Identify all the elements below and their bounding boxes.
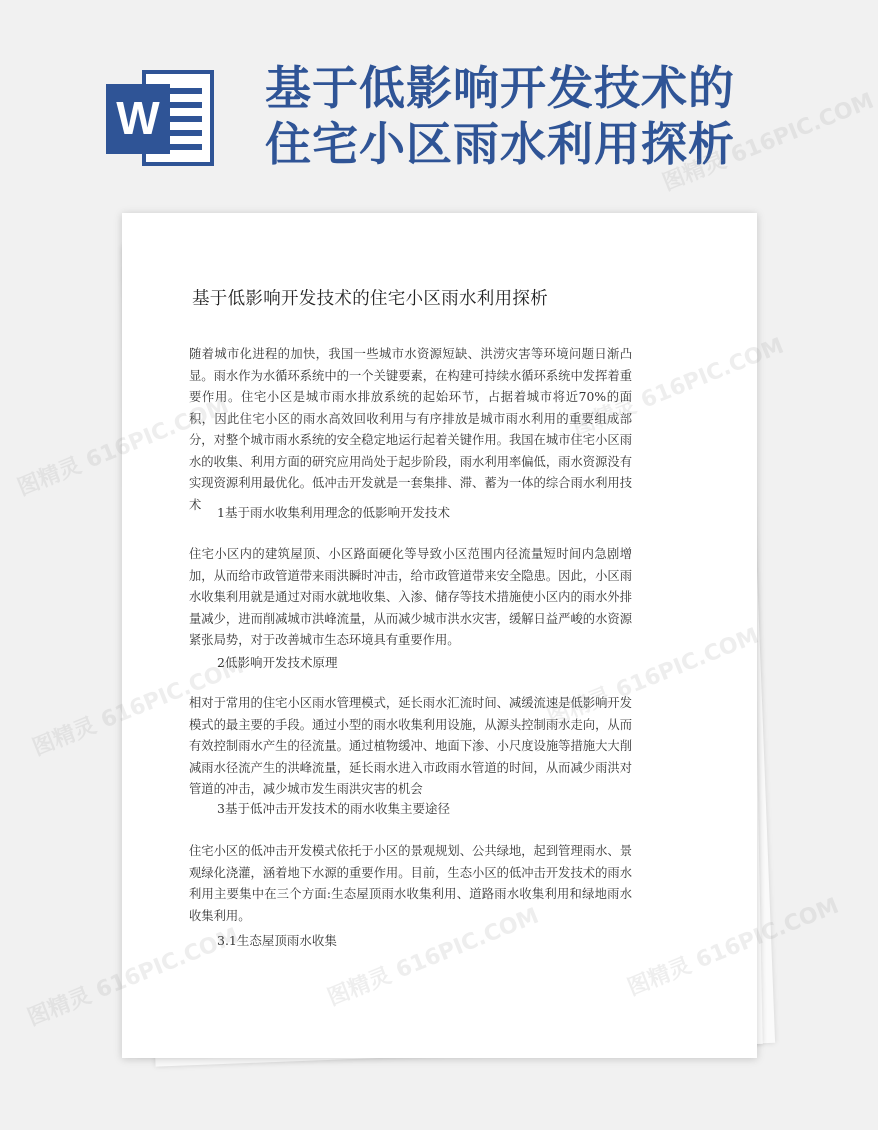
watermark: 图精灵 (24, 983, 95, 1032)
word-document-icon (104, 68, 216, 168)
watermark: 图精灵 (14, 453, 85, 502)
banner-title (265, 60, 745, 172)
section-heading-3: 3基于低冲击开发技术的雨水收集主要途径 (217, 801, 450, 816)
paragraph-section-2: 相对于常用的住宅小区雨水管理模式，延长雨水汇流时间、减缓流速是低影响开发模式的最主要的手段。通过小型的雨水收集利用设施，从源头控制雨水走向，从而有效控制雨水产生的径流量。通过植物缓冲、地面下渗、小尺度设施等措施大大削减雨水径流产生的洪峰流量，延长雨水进入市政雨水管道的时间，从而减少雨洪对管道的冲击，减少城市发生雨洪灾害的机会 (189, 696, 632, 796)
header-banner (0, 0, 800, 200)
watermark: 图精灵 (29, 713, 100, 762)
paragraph-section-3: 住宅小区的低冲击开发模式依托于小区的景观规划、公共绿地，起到管理雨水、景观绿化浇灌，涵着地下水源的重要作用。目前，生态小区的低冲击开发技术的雨水利用主要集中在三个方面:生态屋顶雨水收集利用、道路雨水收集利用和绿地雨水收集利用。 (189, 844, 632, 923)
section-heading-1: 1基于雨水收集利用理念的低影响开发技术 (217, 505, 450, 520)
paragraph-intro: 随着城市化进程的加快，我国一些城市水资源短缺、洪涝灾害等环境问题日渐凸显。雨水作为水循环系统中的一个关键要素，在构建可持续水循环系统中发挥着重要作用。住宅小区是城市雨水排放系统的起始环节，占据着城市将近70%的面积，因此住宅小区的雨水高效回收利用与有序排放是城市雨水利用的重要组成部分，对整个城市雨水系统的安全稳定地运行起着关键作用。我国在城市住宅小区雨水的收集、利用方面的研究应用尚处于起步阶段，雨水利用率偏低，雨水资源没有实现资源利用最优化。低冲击开发就是一套集排、滞、蓄为一体的综合雨水利用技术 (189, 347, 632, 512)
paragraph-section-1: 住宅小区内的建筑屋顶、小区路面硬化等导致小区范围内径流量短时间内急剧增加，从而给市政管道带来雨洪瞬时冲击，给市政管道带来安全隐患。因此，小区雨水收集利用就是通过对雨水就地收集、入渗、储存等技术措施使小区内的雨水外排量减少，进而削减城市洪峰流量，从而减少城市洪水灾害，缓解日益严峻的水资源紧张局势，对于改善城市生态环境具有重要作用。 (189, 547, 632, 647)
word-icon-letter: W (116, 92, 160, 144)
section-heading-2: 2低影响开发技术原理 (217, 655, 338, 670)
document-page (122, 213, 757, 1058)
document-title: 基于低影响开发技术的住宅小区雨水利用探析 (192, 289, 548, 309)
watermark: 图精灵 616PIC.COM (659, 88, 878, 197)
banner-title-line2: 住宅小区雨水利用探析 (265, 117, 735, 171)
section-heading-3-1: 3.1生态屋顶雨水收集 (217, 933, 337, 948)
banner-title-line1: 基于低影响开发技术的 (265, 61, 735, 115)
